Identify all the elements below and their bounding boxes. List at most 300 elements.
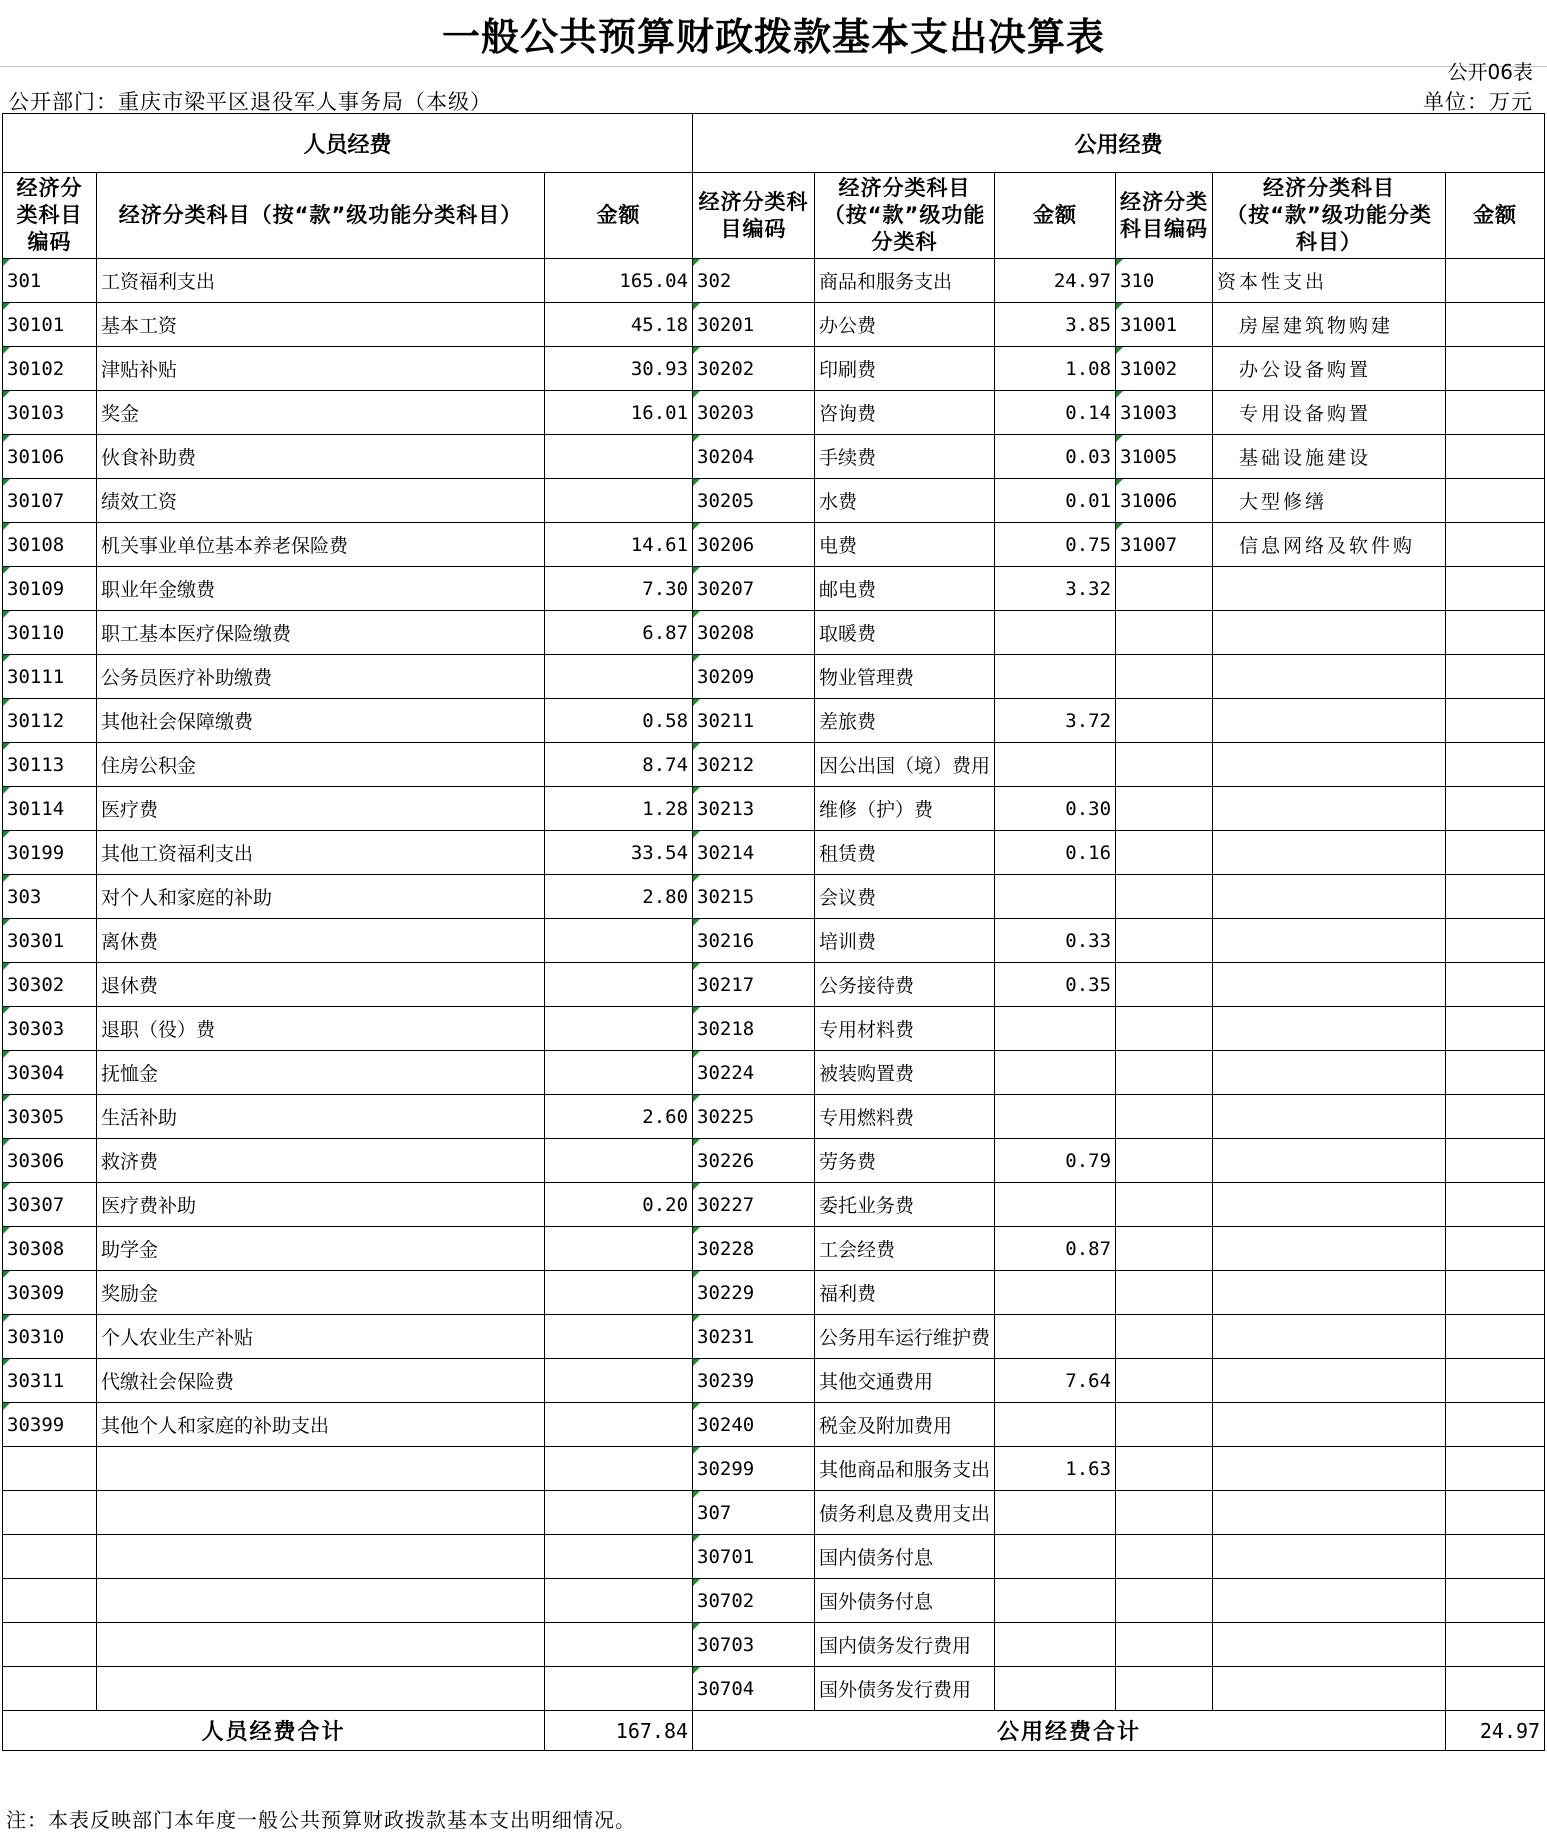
capital-amount-cell bbox=[1446, 1403, 1545, 1447]
personnel-code-cell bbox=[3, 1623, 97, 1667]
personnel-amount-cell bbox=[545, 1051, 693, 1095]
goods-name-cell: 租赁费 bbox=[815, 831, 995, 875]
capital-code-cell bbox=[1116, 919, 1213, 963]
goods-amount-cell bbox=[995, 1579, 1116, 1623]
capital-code-cell bbox=[1116, 875, 1213, 919]
capital-code-cell bbox=[1116, 1623, 1213, 1667]
personnel-amount-cell: 0.20 bbox=[545, 1183, 693, 1227]
capital-name-cell bbox=[1213, 919, 1446, 963]
table-row bbox=[3, 1623, 1545, 1667]
capital-amount-cell bbox=[1446, 875, 1545, 919]
personnel-code-cell bbox=[3, 1447, 97, 1491]
personnel-name-cell bbox=[97, 1667, 545, 1711]
goods-code-cell: 30227 bbox=[693, 1183, 815, 1227]
personnel-name-cell: 医疗费 bbox=[97, 787, 545, 831]
goods-code-cell: 307 bbox=[693, 1491, 815, 1535]
goods-amount-cell bbox=[995, 1051, 1116, 1095]
personnel-name-cell: 助学金 bbox=[97, 1227, 545, 1271]
goods-code-cell: 30212 bbox=[693, 743, 815, 787]
personnel-code-cell: 30311 bbox=[3, 1359, 97, 1403]
header-personnel-name: 经济分类科目（按“款”级功能分类科目） bbox=[97, 173, 545, 259]
personnel-amount-cell: 1.28 bbox=[545, 787, 693, 831]
personnel-name-cell: 公务员医疗补助缴费 bbox=[97, 655, 545, 699]
table-row bbox=[3, 787, 1545, 831]
goods-code-cell: 30209 bbox=[693, 655, 815, 699]
capital-name-cell: 办公设备购置 bbox=[1213, 347, 1446, 391]
public-total-value: 24.97 bbox=[1446, 1711, 1545, 1751]
goods-name-cell: 国内债务付息 bbox=[815, 1535, 995, 1579]
table-row bbox=[3, 1359, 1545, 1403]
capital-amount-cell bbox=[1446, 435, 1545, 479]
goods-name-cell: 手续费 bbox=[815, 435, 995, 479]
capital-name-cell: 专用设备购置 bbox=[1213, 391, 1446, 435]
goods-code-cell: 30299 bbox=[693, 1447, 815, 1491]
capital-amount-cell bbox=[1446, 303, 1545, 347]
goods-code-cell: 302 bbox=[693, 259, 815, 303]
capital-name-cell bbox=[1213, 1667, 1446, 1711]
goods-amount-cell: 7.64 bbox=[995, 1359, 1116, 1403]
goods-name-cell: 被装购置费 bbox=[815, 1051, 995, 1095]
goods-amount-cell bbox=[995, 1315, 1116, 1359]
personnel-code-cell: 30108 bbox=[3, 523, 97, 567]
capital-code-cell bbox=[1116, 963, 1213, 1007]
capital-code-cell bbox=[1116, 655, 1213, 699]
personnel-amount-cell bbox=[545, 1315, 693, 1359]
personnel-code-cell: 30111 bbox=[3, 655, 97, 699]
capital-name-cell bbox=[1213, 1579, 1446, 1623]
goods-code-cell: 30240 bbox=[693, 1403, 815, 1447]
personnel-name-cell: 住房公积金 bbox=[97, 743, 545, 787]
personnel-name-cell: 奖金 bbox=[97, 391, 545, 435]
capital-name-cell bbox=[1213, 1359, 1446, 1403]
capital-amount-cell bbox=[1446, 1007, 1545, 1051]
goods-name-cell: 委托业务费 bbox=[815, 1183, 995, 1227]
goods-code-cell: 30702 bbox=[693, 1579, 815, 1623]
goods-code-cell: 30215 bbox=[693, 875, 815, 919]
personnel-amount-cell: 165.04 bbox=[545, 259, 693, 303]
goods-code-cell: 30208 bbox=[693, 611, 815, 655]
personnel-name-cell: 伙食补助费 bbox=[97, 435, 545, 479]
capital-code-cell bbox=[1116, 1051, 1213, 1095]
goods-name-cell: 印刷费 bbox=[815, 347, 995, 391]
personnel-name-cell: 医疗费补助 bbox=[97, 1183, 545, 1227]
table-row bbox=[3, 1007, 1545, 1051]
goods-amount-cell bbox=[995, 1667, 1116, 1711]
personnel-amount-cell bbox=[545, 963, 693, 1007]
goods-amount-cell: 0.14 bbox=[995, 391, 1116, 435]
personnel-code-cell bbox=[3, 1491, 97, 1535]
section-header-row bbox=[3, 114, 1545, 173]
capital-code-cell bbox=[1116, 1271, 1213, 1315]
personnel-name-cell: 救济费 bbox=[97, 1139, 545, 1183]
table-row bbox=[3, 1051, 1545, 1095]
personnel-code-cell bbox=[3, 1579, 97, 1623]
personnel-code-cell: 30106 bbox=[3, 435, 97, 479]
capital-code-cell bbox=[1116, 1579, 1213, 1623]
goods-amount-cell: 0.03 bbox=[995, 435, 1116, 479]
personnel-amount-cell: 45.18 bbox=[545, 303, 693, 347]
capital-name-cell bbox=[1213, 1315, 1446, 1359]
personnel-name-cell bbox=[97, 1579, 545, 1623]
table-row bbox=[3, 919, 1545, 963]
capital-name-cell bbox=[1213, 963, 1446, 1007]
expenditure-table bbox=[2, 113, 1545, 1751]
personnel-amount-cell bbox=[545, 1535, 693, 1579]
goods-code-cell: 30231 bbox=[693, 1315, 815, 1359]
goods-code-cell: 30703 bbox=[693, 1623, 815, 1667]
capital-amount-cell bbox=[1446, 523, 1545, 567]
personnel-amount-cell bbox=[545, 1227, 693, 1271]
personnel-amount-cell: 0.58 bbox=[545, 699, 693, 743]
table-row bbox=[3, 699, 1545, 743]
footnote: 注：本表反映部门本年度一般公共预算财政拨款基本支出明细情况。 bbox=[6, 1808, 636, 1832]
goods-amount-cell bbox=[995, 1403, 1116, 1447]
capital-name-cell bbox=[1213, 655, 1446, 699]
goods-name-cell: 国外债务发行费用 bbox=[815, 1667, 995, 1711]
table-row bbox=[3, 611, 1545, 655]
capital-code-cell bbox=[1116, 567, 1213, 611]
section-public: 公用经费 bbox=[693, 114, 1545, 173]
personnel-name-cell: 基本工资 bbox=[97, 303, 545, 347]
table-row bbox=[3, 303, 1545, 347]
goods-code-cell: 30239 bbox=[693, 1359, 815, 1403]
capital-amount-cell bbox=[1446, 743, 1545, 787]
goods-name-cell: 专用燃料费 bbox=[815, 1095, 995, 1139]
personnel-code-cell: 30303 bbox=[3, 1007, 97, 1051]
goods-code-cell: 30206 bbox=[693, 523, 815, 567]
capital-code-cell bbox=[1116, 1359, 1213, 1403]
header-goods-code: 经济分类科目编码 bbox=[693, 173, 815, 259]
personnel-amount-cell: 33.54 bbox=[545, 831, 693, 875]
capital-name-cell bbox=[1213, 1491, 1446, 1535]
goods-name-cell: 专用材料费 bbox=[815, 1007, 995, 1051]
capital-name-cell bbox=[1213, 743, 1446, 787]
personnel-amount-cell bbox=[545, 1447, 693, 1491]
capital-amount-cell bbox=[1446, 963, 1545, 1007]
capital-amount-cell bbox=[1446, 1051, 1545, 1095]
goods-name-cell: 国内债务发行费用 bbox=[815, 1623, 995, 1667]
capital-name-cell bbox=[1213, 1535, 1446, 1579]
table-row bbox=[3, 1095, 1545, 1139]
goods-amount-cell bbox=[995, 1095, 1116, 1139]
goods-amount-cell bbox=[995, 1535, 1116, 1579]
goods-amount-cell: 1.08 bbox=[995, 347, 1116, 391]
capital-code-cell bbox=[1116, 1447, 1213, 1491]
unit-label: 单位：万元 bbox=[1423, 90, 1533, 114]
capital-name-cell bbox=[1213, 1051, 1446, 1095]
capital-name-cell: 房屋建筑物购建 bbox=[1213, 303, 1446, 347]
personnel-amount-cell: 6.87 bbox=[545, 611, 693, 655]
capital-name-cell bbox=[1213, 1447, 1446, 1491]
goods-amount-cell bbox=[995, 611, 1116, 655]
totals-row bbox=[3, 1711, 1545, 1751]
goods-code-cell: 30203 bbox=[693, 391, 815, 435]
capital-name-cell: 资本性支出 bbox=[1213, 259, 1446, 303]
personnel-name-cell: 奖励金 bbox=[97, 1271, 545, 1315]
table-row bbox=[3, 831, 1545, 875]
capital-amount-cell bbox=[1446, 479, 1545, 523]
personnel-code-cell: 30302 bbox=[3, 963, 97, 1007]
goods-name-cell: 邮电费 bbox=[815, 567, 995, 611]
goods-name-cell: 其他商品和服务支出 bbox=[815, 1447, 995, 1491]
goods-name-cell: 其他交通费用 bbox=[815, 1359, 995, 1403]
capital-name-cell bbox=[1213, 1623, 1446, 1667]
capital-amount-cell bbox=[1446, 259, 1545, 303]
personnel-total-label: 人员经费合计 bbox=[3, 1711, 545, 1751]
personnel-code-cell: 30306 bbox=[3, 1139, 97, 1183]
table-row bbox=[3, 875, 1545, 919]
capital-code-cell bbox=[1116, 1315, 1213, 1359]
personnel-code-cell: 30307 bbox=[3, 1183, 97, 1227]
goods-code-cell: 30228 bbox=[693, 1227, 815, 1271]
capital-name-cell bbox=[1213, 1183, 1446, 1227]
column-header-row bbox=[3, 173, 1545, 259]
capital-amount-cell bbox=[1446, 1447, 1545, 1491]
personnel-amount-cell bbox=[545, 1139, 693, 1183]
personnel-code-cell bbox=[3, 1535, 97, 1579]
personnel-code-cell: 303 bbox=[3, 875, 97, 919]
goods-name-cell: 维修（护）费 bbox=[815, 787, 995, 831]
personnel-name-cell bbox=[97, 1535, 545, 1579]
goods-code-cell: 30218 bbox=[693, 1007, 815, 1051]
capital-name-cell bbox=[1213, 1227, 1446, 1271]
goods-name-cell: 咨询费 bbox=[815, 391, 995, 435]
capital-amount-cell bbox=[1446, 567, 1545, 611]
table-row bbox=[3, 1139, 1545, 1183]
personnel-name-cell: 机关事业单位基本养老保险费 bbox=[97, 523, 545, 567]
personnel-name-cell: 工资福利支出 bbox=[97, 259, 545, 303]
personnel-amount-cell bbox=[545, 919, 693, 963]
department-label: 公开部门：重庆市梁平区退役军人事务局（本级） bbox=[8, 90, 492, 114]
personnel-total-value: 167.84 bbox=[545, 1711, 693, 1751]
goods-name-cell: 水费 bbox=[815, 479, 995, 523]
capital-amount-cell bbox=[1446, 391, 1545, 435]
capital-name-cell bbox=[1213, 1139, 1446, 1183]
capital-code-cell bbox=[1116, 1535, 1213, 1579]
capital-amount-cell bbox=[1446, 1359, 1545, 1403]
personnel-code-cell: 30399 bbox=[3, 1403, 97, 1447]
goods-name-cell: 劳务费 bbox=[815, 1139, 995, 1183]
capital-code-cell bbox=[1116, 1007, 1213, 1051]
goods-amount-cell: 3.72 bbox=[995, 699, 1116, 743]
goods-code-cell: 30229 bbox=[693, 1271, 815, 1315]
table-row bbox=[3, 1227, 1545, 1271]
goods-amount-cell bbox=[995, 1491, 1116, 1535]
goods-code-cell: 30201 bbox=[693, 303, 815, 347]
capital-amount-cell bbox=[1446, 1271, 1545, 1315]
personnel-amount-cell bbox=[545, 1491, 693, 1535]
personnel-amount-cell bbox=[545, 1007, 693, 1051]
capital-amount-cell bbox=[1446, 1315, 1545, 1359]
goods-amount-cell: 0.79 bbox=[995, 1139, 1116, 1183]
capital-amount-cell bbox=[1446, 1623, 1545, 1667]
personnel-amount-cell bbox=[545, 1359, 693, 1403]
capital-amount-cell bbox=[1446, 347, 1545, 391]
personnel-amount-cell: 2.60 bbox=[545, 1095, 693, 1139]
capital-amount-cell bbox=[1446, 611, 1545, 655]
personnel-code-cell bbox=[3, 1667, 97, 1711]
goods-code-cell: 30205 bbox=[693, 479, 815, 523]
capital-name-cell: 基础设施建设 bbox=[1213, 435, 1446, 479]
table-row bbox=[3, 523, 1545, 567]
table-row bbox=[3, 479, 1545, 523]
goods-name-cell: 公务用车运行维护费 bbox=[815, 1315, 995, 1359]
section-personnel: 人员经费 bbox=[3, 114, 693, 173]
personnel-name-cell bbox=[97, 1447, 545, 1491]
goods-amount-cell bbox=[995, 875, 1116, 919]
goods-code-cell: 30226 bbox=[693, 1139, 815, 1183]
capital-code-cell bbox=[1116, 1183, 1213, 1227]
personnel-name-cell bbox=[97, 1491, 545, 1535]
table-row bbox=[3, 1403, 1545, 1447]
header-personnel-amount: 金额 bbox=[545, 173, 693, 259]
personnel-amount-cell bbox=[545, 1403, 693, 1447]
personnel-amount-cell bbox=[545, 1579, 693, 1623]
goods-code-cell: 30211 bbox=[693, 699, 815, 743]
capital-name-cell bbox=[1213, 1095, 1446, 1139]
capital-amount-cell bbox=[1446, 1227, 1545, 1271]
personnel-name-cell: 个人农业生产补贴 bbox=[97, 1315, 545, 1359]
capital-amount-cell bbox=[1446, 1667, 1545, 1711]
personnel-amount-cell: 8.74 bbox=[545, 743, 693, 787]
capital-name-cell: 大型修缮 bbox=[1213, 479, 1446, 523]
personnel-name-cell: 离休费 bbox=[97, 919, 545, 963]
capital-name-cell bbox=[1213, 787, 1446, 831]
capital-code-cell bbox=[1116, 831, 1213, 875]
goods-amount-cell: 1.63 bbox=[995, 1447, 1116, 1491]
goods-code-cell: 30202 bbox=[693, 347, 815, 391]
personnel-amount-cell bbox=[545, 1271, 693, 1315]
personnel-code-cell: 30304 bbox=[3, 1051, 97, 1095]
capital-name-cell bbox=[1213, 1403, 1446, 1447]
goods-name-cell: 会议费 bbox=[815, 875, 995, 919]
personnel-code-cell: 30110 bbox=[3, 611, 97, 655]
personnel-amount-cell bbox=[545, 655, 693, 699]
personnel-name-cell: 其他工资福利支出 bbox=[97, 831, 545, 875]
goods-name-cell: 工会经费 bbox=[815, 1227, 995, 1271]
table-row bbox=[3, 655, 1545, 699]
capital-code-cell bbox=[1116, 611, 1213, 655]
personnel-code-cell: 30305 bbox=[3, 1095, 97, 1139]
goods-amount-cell bbox=[995, 1183, 1116, 1227]
header-capital-amount: 金额 bbox=[1446, 173, 1545, 259]
personnel-amount-cell: 30.93 bbox=[545, 347, 693, 391]
goods-code-cell: 30207 bbox=[693, 567, 815, 611]
capital-name-cell bbox=[1213, 567, 1446, 611]
goods-amount-cell: 0.30 bbox=[995, 787, 1116, 831]
capital-amount-cell bbox=[1446, 919, 1545, 963]
capital-code-cell: 31001 bbox=[1116, 303, 1213, 347]
personnel-amount-cell bbox=[545, 435, 693, 479]
goods-name-cell: 差旅费 bbox=[815, 699, 995, 743]
capital-name-cell: 信息网络及软件购 bbox=[1213, 523, 1446, 567]
goods-name-cell: 取暖费 bbox=[815, 611, 995, 655]
capital-code-cell: 31006 bbox=[1116, 479, 1213, 523]
capital-name-cell bbox=[1213, 875, 1446, 919]
goods-code-cell: 30217 bbox=[693, 963, 815, 1007]
personnel-code-cell: 30310 bbox=[3, 1315, 97, 1359]
capital-code-cell: 31003 bbox=[1116, 391, 1213, 435]
table-code: 公开06表 bbox=[1447, 60, 1533, 84]
goods-amount-cell: 0.01 bbox=[995, 479, 1116, 523]
table-row bbox=[3, 1491, 1545, 1535]
goods-name-cell: 培训费 bbox=[815, 919, 995, 963]
goods-code-cell: 30216 bbox=[693, 919, 815, 963]
capital-amount-cell bbox=[1446, 1535, 1545, 1579]
goods-amount-cell: 3.85 bbox=[995, 303, 1116, 347]
table-row bbox=[3, 259, 1545, 303]
goods-name-cell: 国外债务付息 bbox=[815, 1579, 995, 1623]
goods-amount-cell: 0.33 bbox=[995, 919, 1116, 963]
goods-amount-cell: 0.35 bbox=[995, 963, 1116, 1007]
personnel-name-cell: 退职（役）费 bbox=[97, 1007, 545, 1051]
capital-code-cell bbox=[1116, 787, 1213, 831]
capital-code-cell bbox=[1116, 743, 1213, 787]
goods-code-cell: 30701 bbox=[693, 1535, 815, 1579]
public-total-label: 公用经费合计 bbox=[693, 1711, 1446, 1751]
personnel-name-cell: 其他社会保障缴费 bbox=[97, 699, 545, 743]
table-row bbox=[3, 567, 1545, 611]
capital-code-cell bbox=[1116, 1667, 1213, 1711]
capital-code-cell bbox=[1116, 699, 1213, 743]
table-row bbox=[3, 1447, 1545, 1491]
goods-amount-cell bbox=[995, 1623, 1116, 1667]
personnel-code-cell: 30109 bbox=[3, 567, 97, 611]
goods-amount-cell bbox=[995, 1271, 1116, 1315]
goods-code-cell: 30214 bbox=[693, 831, 815, 875]
header-personnel-code: 经济分类科目编码 bbox=[3, 173, 97, 259]
personnel-code-cell: 30301 bbox=[3, 919, 97, 963]
personnel-name-cell: 职工基本医疗保险缴费 bbox=[97, 611, 545, 655]
capital-amount-cell bbox=[1446, 1183, 1545, 1227]
personnel-code-cell: 30199 bbox=[3, 831, 97, 875]
header-capital-code: 经济分类科目编码 bbox=[1116, 173, 1213, 259]
personnel-code-cell: 30103 bbox=[3, 391, 97, 435]
personnel-name-cell bbox=[97, 1623, 545, 1667]
capital-code-cell bbox=[1116, 1403, 1213, 1447]
personnel-name-cell: 津贴补贴 bbox=[97, 347, 545, 391]
personnel-code-cell: 30114 bbox=[3, 787, 97, 831]
goods-code-cell: 30225 bbox=[693, 1095, 815, 1139]
capital-amount-cell bbox=[1446, 831, 1545, 875]
personnel-name-cell: 抚恤金 bbox=[97, 1051, 545, 1095]
goods-name-cell: 公务接待费 bbox=[815, 963, 995, 1007]
capital-code-cell bbox=[1116, 1139, 1213, 1183]
capital-code-cell bbox=[1116, 1227, 1213, 1271]
goods-amount-cell: 24.97 bbox=[995, 259, 1116, 303]
personnel-name-cell: 对个人和家庭的补助 bbox=[97, 875, 545, 919]
capital-amount-cell bbox=[1446, 655, 1545, 699]
header-goods-amount: 金额 bbox=[995, 173, 1116, 259]
capital-amount-cell bbox=[1446, 1491, 1545, 1535]
table-row bbox=[3, 743, 1545, 787]
goods-amount-cell: 0.16 bbox=[995, 831, 1116, 875]
goods-name-cell: 电费 bbox=[815, 523, 995, 567]
goods-amount-cell bbox=[995, 655, 1116, 699]
table-row bbox=[3, 963, 1545, 1007]
personnel-code-cell: 30101 bbox=[3, 303, 97, 347]
personnel-amount-cell: 14.61 bbox=[545, 523, 693, 567]
capital-name-cell bbox=[1213, 1007, 1446, 1051]
capital-code-cell bbox=[1116, 1095, 1213, 1139]
capital-code-cell: 31005 bbox=[1116, 435, 1213, 479]
personnel-amount-cell: 2.80 bbox=[545, 875, 693, 919]
table-row bbox=[3, 1535, 1545, 1579]
goods-code-cell: 30704 bbox=[693, 1667, 815, 1711]
capital-name-cell bbox=[1213, 831, 1446, 875]
table-row bbox=[3, 435, 1545, 479]
personnel-code-cell: 30309 bbox=[3, 1271, 97, 1315]
